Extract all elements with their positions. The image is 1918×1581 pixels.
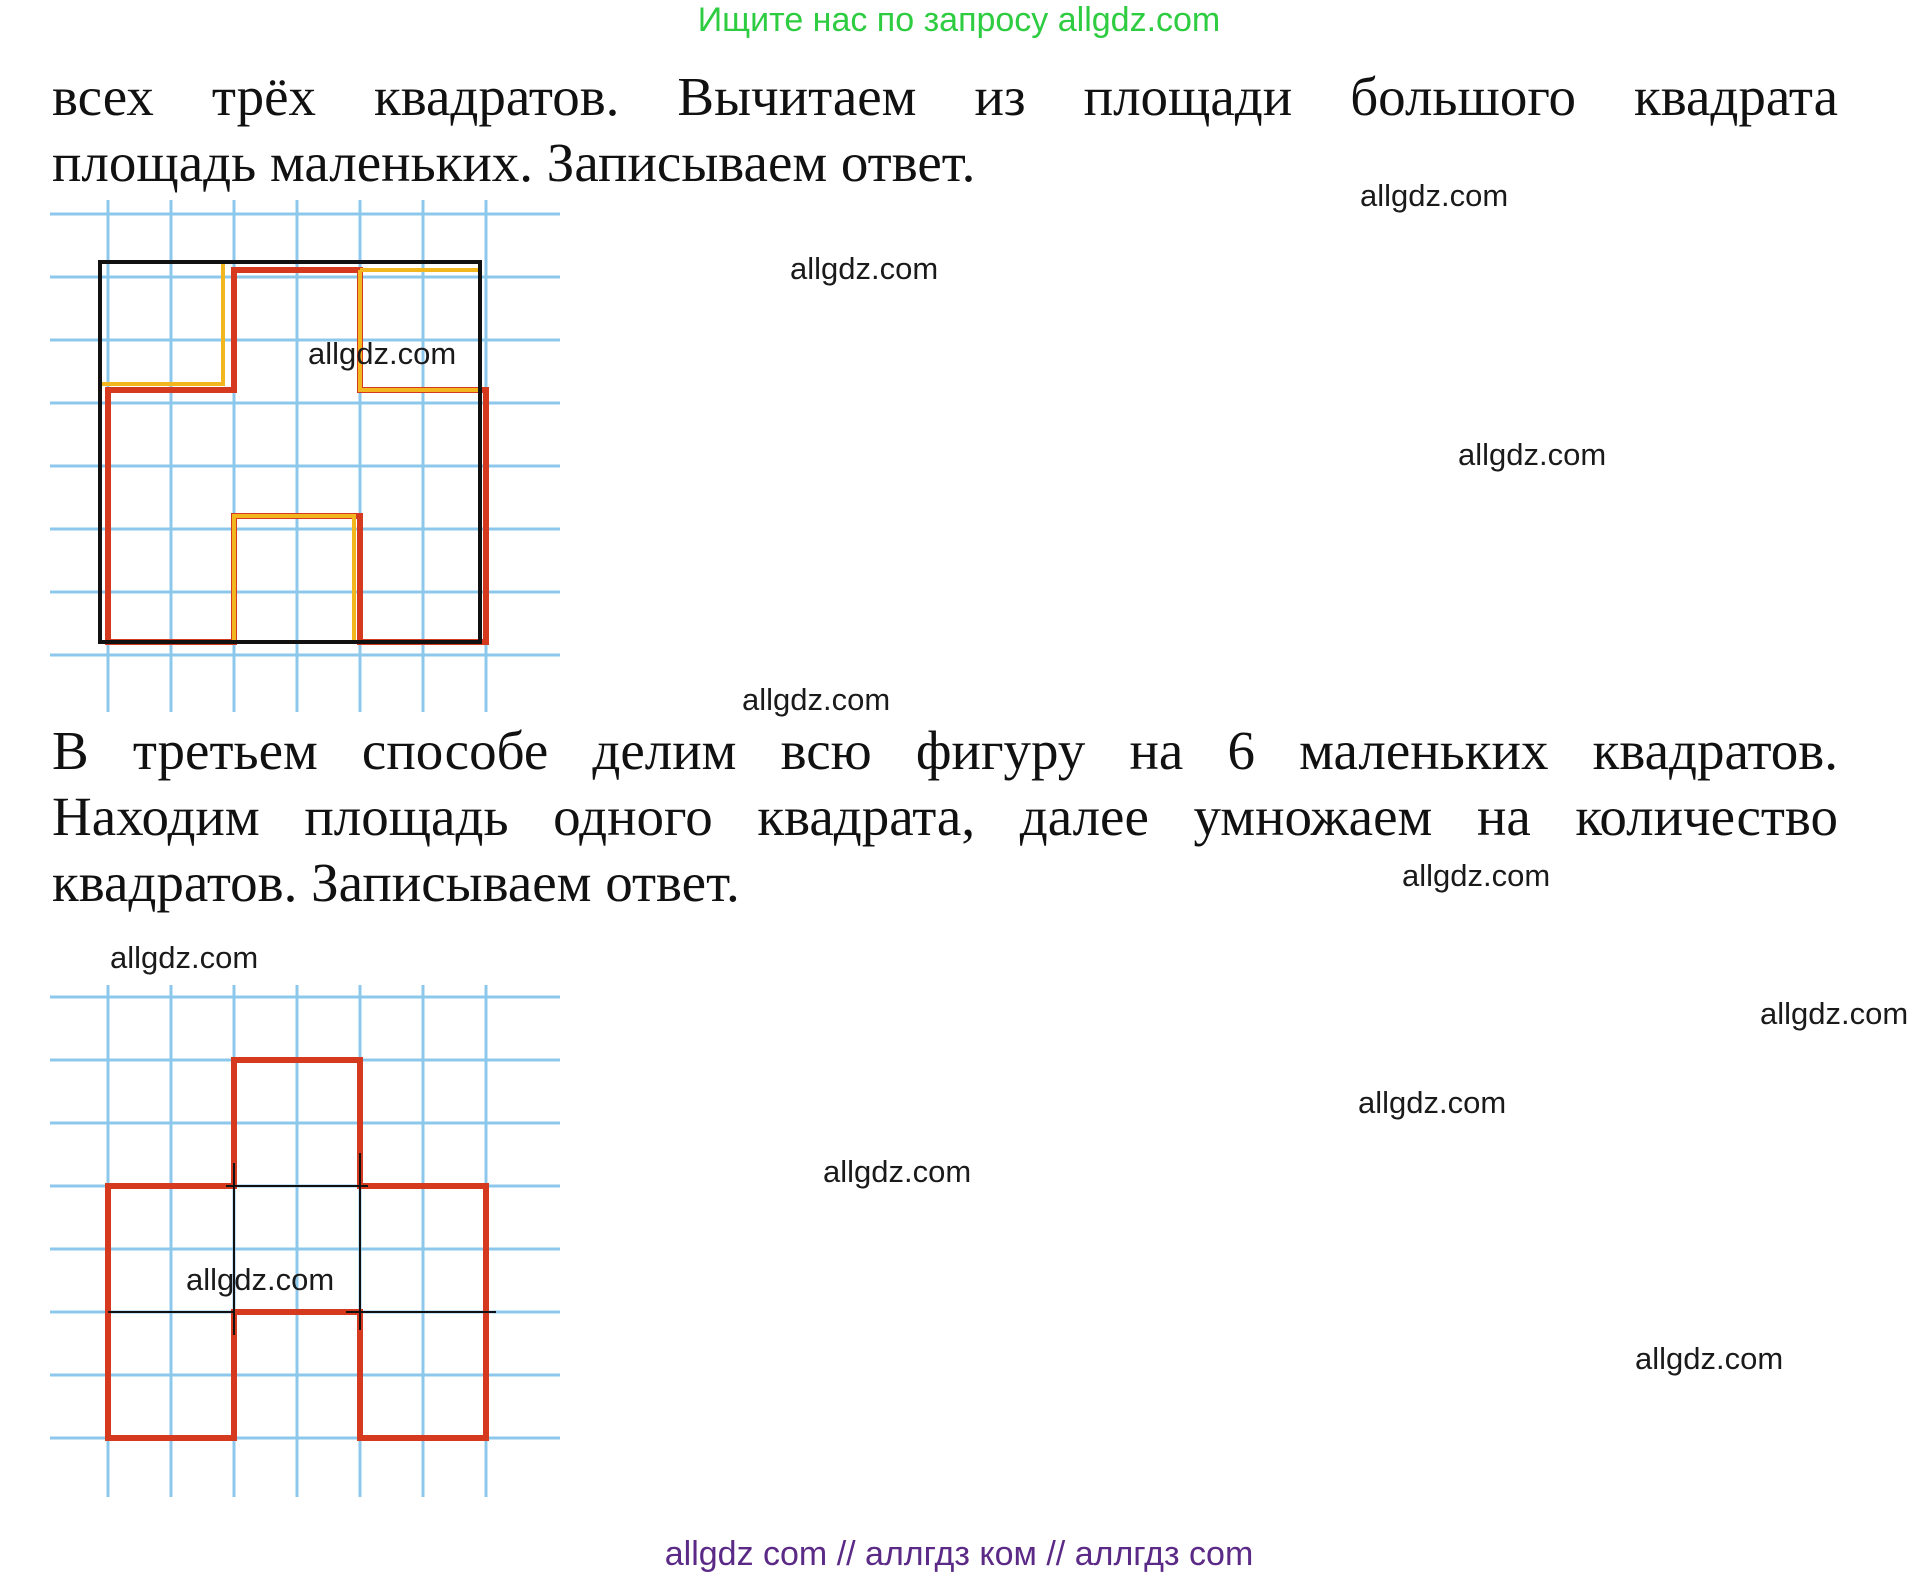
bottom-banner: allgdz com // аллгдз ком // аллгдз com: [664, 1535, 1254, 1573]
watermark: allgdz.com: [110, 940, 259, 975]
watermark: allgdz.com: [790, 251, 939, 286]
paragraph-2-line: квадратов. Записываем ответ.: [52, 852, 740, 913]
paragraph-2-line: В третьем способе делим всю фигуру на 6 маленьких квадратов.: [52, 720, 1838, 781]
paragraph-2-line: Находим площадь одного квадрата, далее умножаем на количество: [52, 786, 1838, 847]
figure-subtraction-method: [50, 192, 570, 714]
watermark: allgdz.com: [1360, 178, 1509, 213]
watermark: allgdz.com: [1458, 437, 1607, 472]
watermark: allgdz.com: [1635, 1341, 1784, 1376]
watermark: allgdz.com: [742, 682, 891, 717]
watermark: allgdz.com: [1358, 1085, 1507, 1120]
watermark: allgdz.com: [1402, 858, 1551, 893]
paragraph-1-line: площадь маленьких. Записываем ответ.: [52, 132, 976, 193]
watermark: allgdz.com: [186, 1262, 335, 1297]
paragraph-1-line: всех трёх квадратов. Вычитаем из площади большого квадрата: [52, 66, 1838, 127]
paragraph-2: [52, 718, 1838, 916]
division-lines: [108, 1153, 496, 1335]
top-banner: Ищите нас по запросу allgdz.com: [697, 1, 1221, 39]
paragraph-1: [52, 64, 1838, 196]
watermark: allgdz.com: [1760, 996, 1909, 1031]
watermark: allgdz.com: [823, 1154, 972, 1189]
figure-division-method: [50, 985, 570, 1505]
watermark: allgdz.com: [308, 336, 457, 371]
